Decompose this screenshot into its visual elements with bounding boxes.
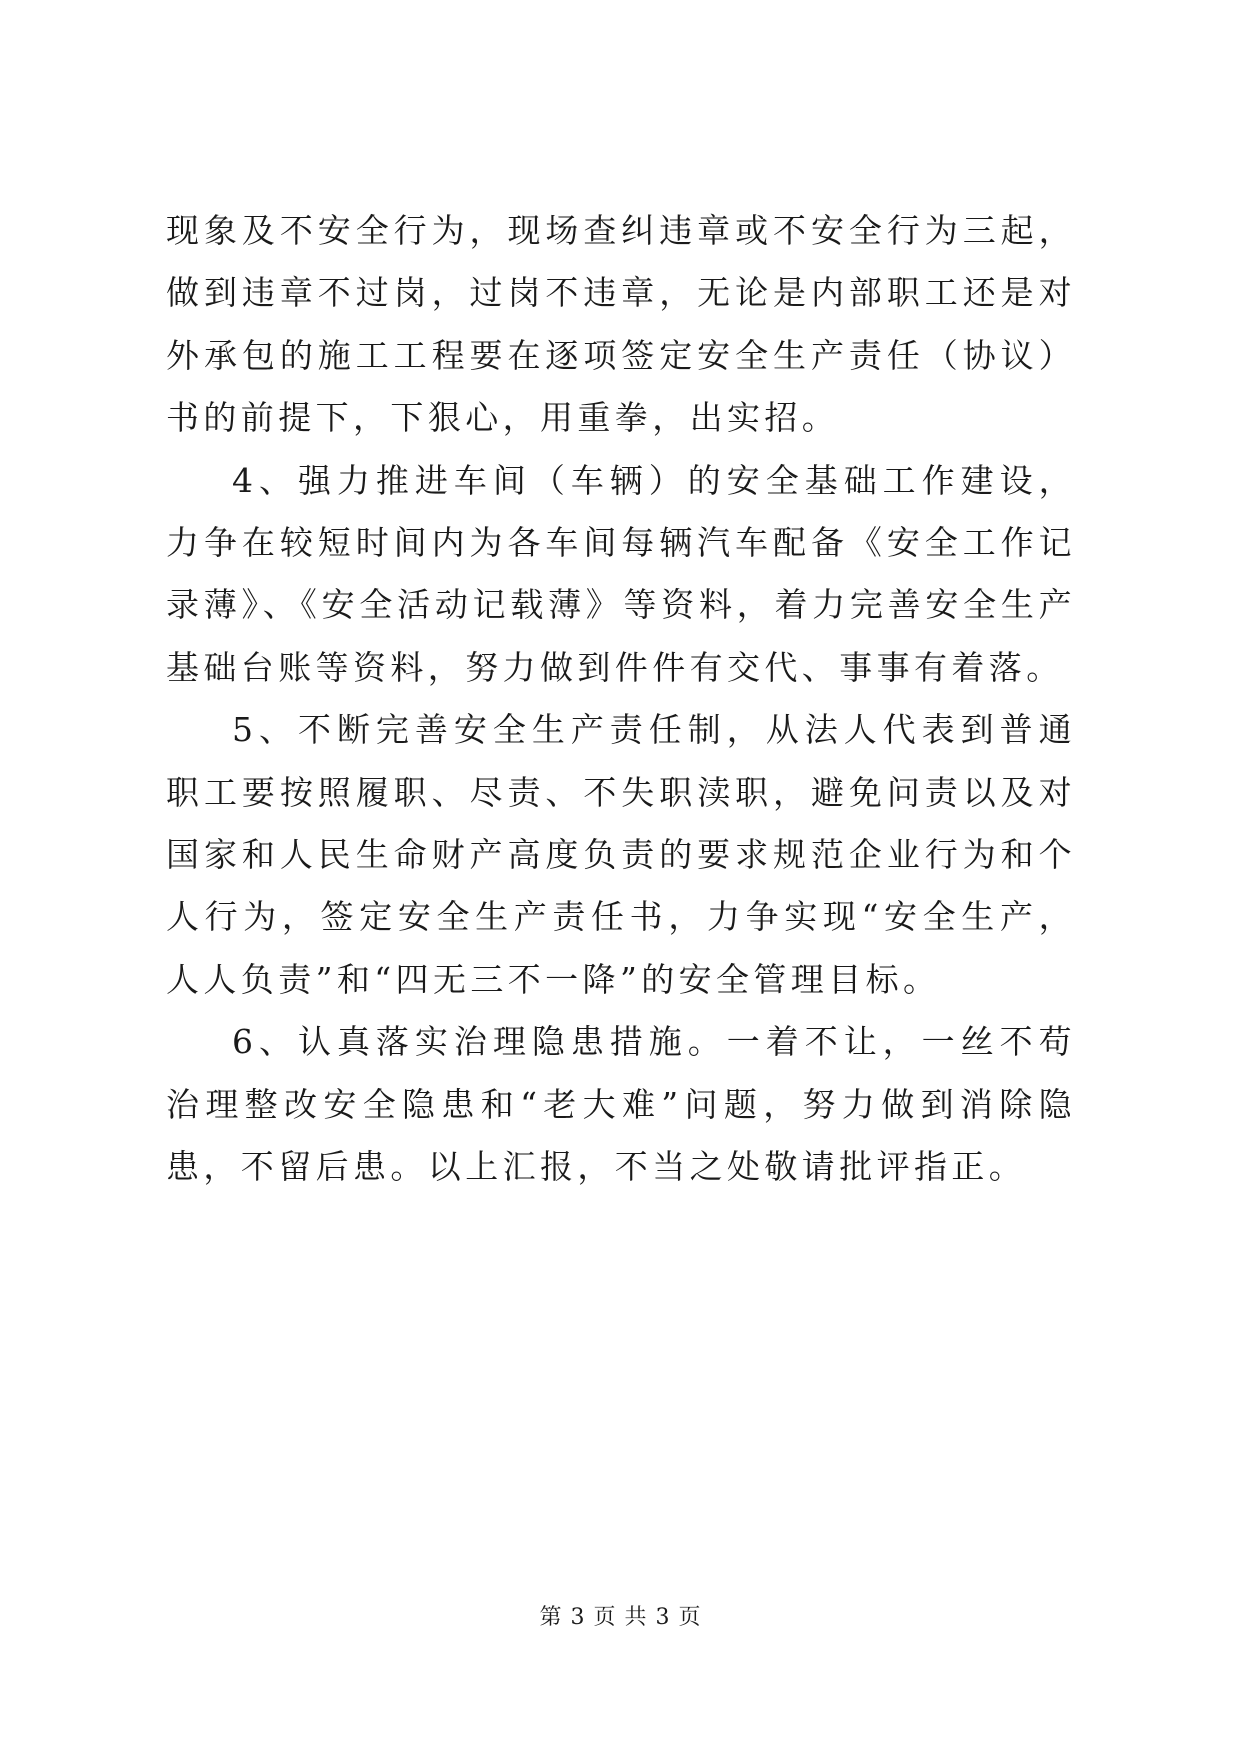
- paragraph-item-4: 4、强力推进车间（车辆）的安全基础工作建设，力争在较短时间内为各车间每辆汽车配备《安全工作记录薄》、《安全活动记载薄》等资料，着力完善安全生产基础台账等资料，努力做到件件有交代、事事有着落。: [166, 460, 1076, 687]
- page-footer: 第 3 页 共 3 页: [539, 1605, 702, 1630]
- paragraph-item-6: 6、认真落实治理隐患措施。一着不让，一丝不苟治理整改安全隐患和“老大难”问题，努力做到消除隐患，不留后患。以上汇报，不当之处敬请批评指正。: [166, 1022, 1076, 1187]
- paragraph-item-5: 5、不断完善安全生产责任制，从法人代表到普通职工要按照履职、尽责、不失职渎职，避免问责以及对国家和人民生命财产高度负责的要求规范企业行为和个人行为，签定安全生产责任书，力争实现“安全生产，人人负责”和“四无三不一降”的安全管理目标。: [166, 710, 1076, 999]
- document-body: [166, 200, 1076, 1199]
- paragraph-continuation: 现象及不安全行为，现场查纠违章或不安全行为三起，做到违章不过岗，过岗不违章，无论是内部职工还是对外承包的施工工程要在逐项签定安全生产责任（协议）书的前提下，下狠心，用重拳，出实招。: [166, 211, 1076, 438]
